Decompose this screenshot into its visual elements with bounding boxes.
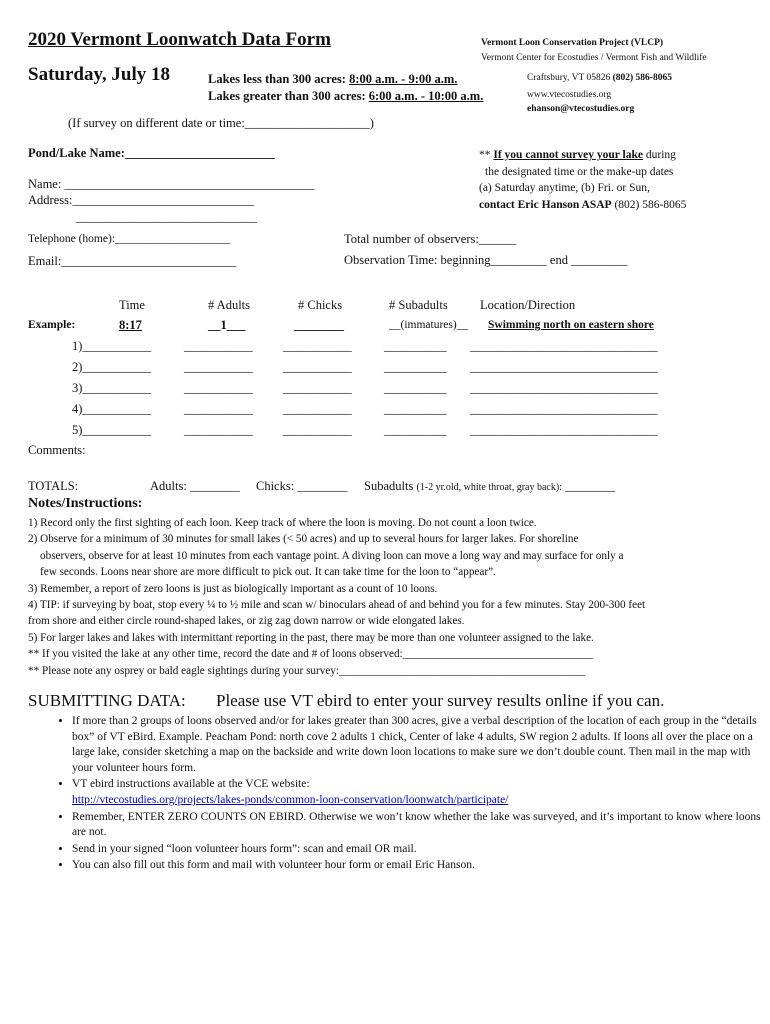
totals-subadults[interactable] — [364, 479, 615, 494]
row-5-adults[interactable]: ___________ — [184, 423, 253, 437]
email-field[interactable]: Email:____________________________ — [28, 254, 237, 268]
notice-contact-name: contact Eric Hanson ASAP — [479, 198, 612, 211]
row-2-adults[interactable]: ___________ — [184, 360, 253, 374]
note-line-other-visits[interactable]: ** If you visited the lake at any other time, record the date and # of loons observed:__________________________________ — [28, 648, 593, 661]
row-4-time[interactable]: 4)___________ — [72, 402, 152, 416]
page-title: 2020 Vermont Loonwatch Data Form — [28, 29, 331, 50]
col-header-chicks: # Chicks — [298, 298, 343, 312]
submit-bullet-hours-form: • Send in your signed “loon volunteer hours form”: scan and email OR mail. — [72, 842, 770, 858]
pond-name-line[interactable]: ________________________ — [124, 146, 275, 160]
make-up-notice — [479, 147, 686, 213]
note-line: 4) TIP: if surveying by boat, stop every ¼ to ½ mile and scan w/ binoculars ahead of and behind you for a few minutes. Stay 200-300 feet — [28, 599, 646, 612]
submit-bullet-mail: • You can also fill out this form and mail with volunteer hour form or email Eric Hanson. — [72, 858, 770, 874]
row-5-chicks[interactable]: ___________ — [283, 423, 352, 437]
notice-line-1 — [479, 147, 686, 164]
org-address-text: Craftsbury, VT 05826 — [527, 73, 611, 83]
submit-bullet-groups: • If more than 2 groups of loons observed and/or for lakes greater than 300 acres, give a verbal description of the location of each group in the “details box” of VT eBird. Example. Peacham Pond: north cove 2 adults 1 chick, Center of lake 4 adults, SW region 2 adults. If loons all over the place on a large lake, consider sketching a map on the backside and write down loon locations to make sure we don’t double count. Then mail in the map with your volunteer hours form. — [72, 714, 770, 776]
submitting-subheading: Please use VT ebird to enter your survey results online if you can. — [216, 691, 665, 710]
org-website: www.vtecostudies.org — [527, 90, 612, 100]
example-subadults: __(immatures)__ — [389, 319, 469, 331]
row-5-location[interactable]: ______________________________ — [470, 423, 658, 437]
notice-contact — [479, 197, 686, 214]
row-5-subadults[interactable]: __________ — [384, 423, 447, 437]
row-1-chicks[interactable]: ___________ — [283, 339, 352, 353]
time-small-prefix: Lakes less than 300 acres: — [208, 72, 350, 86]
col-header-time: Time — [119, 298, 145, 312]
comments-field[interactable]: Comments: — [28, 443, 86, 457]
observation-time-field[interactable]: Observation Time: beginning_________ end _________ — [344, 253, 628, 267]
observers-field[interactable]: Total number of observers:______ — [344, 232, 517, 246]
totals-subadults-note: (1-2 yr.old, white throat, gray back): — [416, 482, 562, 493]
totals-subadults-label: Subadults — [364, 479, 414, 493]
telephone-field[interactable]: Telephone (home):____________________ — [28, 233, 231, 245]
row-3-time[interactable]: 3)___________ — [72, 381, 152, 395]
note-line: 5) For larger lakes and lakes with intermittant reporting in the past, there may be more than one volunteer assigned to the lake. — [28, 631, 594, 644]
time-large-value: 6:00 a.m. - 10:00 a.m. — [368, 89, 484, 103]
row-1-subadults[interactable]: __________ — [384, 339, 447, 353]
notice-prefix: ** — [479, 149, 494, 161]
row-5-time[interactable]: 5)___________ — [72, 423, 152, 437]
col-header-subadults: # Subadults — [389, 298, 448, 312]
org-address — [527, 73, 672, 83]
row-3-adults[interactable]: ___________ — [184, 381, 253, 395]
submit-bullet-instructions-text: VT ebird instructions available at the VCE website: — [72, 778, 310, 791]
row-2-subadults[interactable]: __________ — [384, 360, 447, 374]
submitting-heading: SUBMITTING DATA: — [28, 691, 186, 710]
row-3-chicks[interactable]: ___________ — [283, 381, 352, 395]
notice-bold: If you cannot survey your lake — [493, 149, 643, 161]
example-adults: __1___ — [208, 318, 246, 332]
note-line: 1) Record only the first sighting of each loon. Keep track of where the loon is moving. Do not count a loon twice. — [28, 517, 537, 529]
note-line: few seconds. Loons near shore are more difficult to pick out. It can take time for the loon to “appear”. — [40, 566, 496, 579]
note-line: 3) Remember, a report of zero loons is just as biologically important as a count of 10 loons. — [28, 582, 438, 595]
submit-bullet-instructions — [72, 777, 770, 808]
note-line-raptors[interactable]: ** Please note any osprey or bald eagle sightings during your survey:____________________________________________ — [28, 664, 586, 677]
time-small-value: 8:00 a.m. - 9:00 a.m. — [349, 72, 458, 86]
notes-heading: Notes/Instructions: — [28, 496, 143, 511]
notice-line-3: (a) Saturday anytime, (b) Fri. or Sun, — [479, 182, 650, 194]
totals-subadults-line[interactable]: ________ — [565, 479, 616, 493]
row-4-subadults[interactable]: __________ — [384, 402, 447, 416]
alt-date-field[interactable]: (If survey on different date or time:____________________) — [68, 116, 374, 130]
note-line: 2) Observe for a minimum of 30 minutes for small lakes (< 50 acres) and up to several hours for larger lakes. For shoreline — [28, 533, 579, 546]
vce-website-link[interactable]: http://vtecostudies.org/projects/lakes-ponds/common-loon-conservation/loonwatch/participate/ — [72, 793, 509, 806]
submit-bullet-zero-counts: • Remember, ENTER ZERO COUNTS ON EBIRD. Otherwise we won’t know whether the lake was surveyed, and it’s important to know where loons are not. — [72, 810, 770, 841]
totals-adults[interactable]: Adults: ________ — [150, 479, 240, 493]
example-label: Example: — [28, 319, 76, 331]
org-phone: (802) 586-8065 — [612, 73, 672, 83]
row-3-location[interactable]: ______________________________ — [470, 381, 658, 395]
row-2-chicks[interactable]: ___________ — [283, 360, 352, 374]
row-2-time[interactable]: 2)___________ — [72, 360, 152, 374]
row-4-location[interactable]: ______________________________ — [470, 402, 658, 416]
org-email: ehanson@vtecostudies.org — [527, 104, 635, 114]
totals-chicks[interactable]: Chicks: ________ — [256, 479, 348, 493]
address-field[interactable]: Address:_____________________________ — [28, 193, 254, 207]
row-1-time[interactable]: 1)___________ — [72, 339, 152, 353]
pond-name-label: Pond/Lake Name: — [28, 146, 125, 160]
address-field-line2[interactable]: _____________________________ — [76, 210, 258, 224]
row-1-location[interactable]: ______________________________ — [470, 339, 658, 353]
notice-line-1-end: during — [643, 149, 676, 161]
time-large-lakes — [208, 89, 483, 104]
row-4-chicks[interactable]: ___________ — [283, 402, 352, 416]
notice-line-2: the designated time or the make-up dates — [485, 165, 674, 178]
note-line: from shore and either circle round-shaped lakes, or zig zag down narrow or wide elongated lakes. — [28, 615, 465, 628]
name-field[interactable]: Name: ________________________________________ — [28, 177, 315, 191]
time-small-lakes — [208, 72, 457, 87]
totals-label: TOTALS: — [28, 479, 79, 493]
col-header-location: Location/Direction — [480, 298, 576, 312]
submitting-list — [50, 714, 770, 875]
survey-date: Saturday, July 18 — [28, 64, 171, 85]
pond-name-field[interactable] — [28, 146, 275, 161]
notice-contact-phone: (802) 586-8065 — [611, 198, 687, 211]
note-line: observers, observe for at least 10 minutes from each vantage point. A diving loon can move a long way and may surface for only a — [40, 549, 624, 562]
org-title: Vermont Loon Conservation Project (VLCP) — [481, 38, 664, 48]
org-subtitle: Vermont Center for Ecostudies / Vermont Fish and Wildlife — [481, 53, 707, 63]
example-location: Swimming north on eastern shore — [488, 319, 654, 331]
row-1-adults[interactable]: ___________ — [184, 339, 253, 353]
notes-list — [28, 515, 645, 679]
example-chicks: ________ — [294, 318, 344, 332]
row-3-subadults[interactable]: __________ — [384, 381, 447, 395]
example-time: 8:17 — [119, 318, 142, 332]
time-large-prefix: Lakes greater than 300 acres: — [208, 89, 369, 103]
row-2-location[interactable]: ______________________________ — [470, 360, 658, 374]
row-4-adults[interactable]: ___________ — [184, 402, 253, 416]
col-header-adults: # Adults — [208, 298, 251, 312]
